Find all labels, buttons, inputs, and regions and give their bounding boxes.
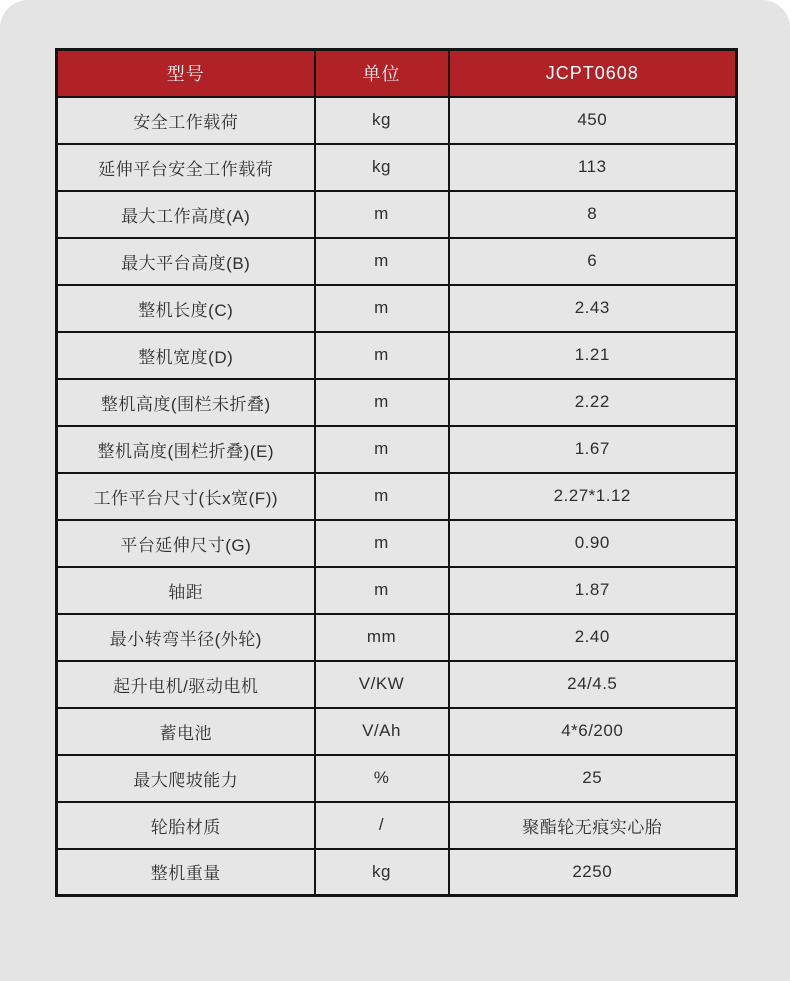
- value-cell: 450: [449, 97, 737, 144]
- param-cell: 整机重量: [57, 849, 315, 896]
- param-cell: 轮胎材质: [57, 802, 315, 849]
- unit-cell: kg: [315, 144, 449, 191]
- table-row: [57, 849, 737, 896]
- value-cell: 1.21: [449, 332, 737, 379]
- spec-table: [55, 48, 738, 897]
- unit-cell: kg: [315, 849, 449, 896]
- spec-table-body: [57, 97, 737, 896]
- table-row: [57, 191, 737, 238]
- unit-cell: V/KW: [315, 661, 449, 708]
- value-cell: 25: [449, 755, 737, 802]
- param-cell: 最大平台高度(B): [57, 238, 315, 285]
- param-cell: 整机长度(C): [57, 285, 315, 332]
- param-cell: 轴距: [57, 567, 315, 614]
- unit-cell: V/Ah: [315, 708, 449, 755]
- value-cell: 2.27*1.12: [449, 473, 737, 520]
- header-row: [57, 50, 737, 97]
- value-cell: 2.40: [449, 614, 737, 661]
- value-cell: 24/4.5: [449, 661, 737, 708]
- param-cell: 延伸平台安全工作载荷: [57, 144, 315, 191]
- table-row: [57, 285, 737, 332]
- table-row: [57, 97, 737, 144]
- table-row: [57, 144, 737, 191]
- value-cell: 8: [449, 191, 737, 238]
- value-cell: 2.43: [449, 285, 737, 332]
- table-row: [57, 238, 737, 285]
- param-cell: 最大工作高度(A): [57, 191, 315, 238]
- unit-cell: /: [315, 802, 449, 849]
- unit-cell: m: [315, 285, 449, 332]
- unit-cell: m: [315, 473, 449, 520]
- value-cell: 4*6/200: [449, 708, 737, 755]
- param-cell: 安全工作载荷: [57, 97, 315, 144]
- value-cell: 0.90: [449, 520, 737, 567]
- table-row: [57, 379, 737, 426]
- unit-cell: m: [315, 238, 449, 285]
- unit-cell: m: [315, 191, 449, 238]
- param-cell: 最大爬坡能力: [57, 755, 315, 802]
- value-cell: 2.22: [449, 379, 737, 426]
- table-row: [57, 755, 737, 802]
- table-row: [57, 802, 737, 849]
- unit-cell: m: [315, 332, 449, 379]
- table-row: [57, 614, 737, 661]
- value-cell: 6: [449, 238, 737, 285]
- column-header-model: 型号: [57, 50, 315, 97]
- value-cell: 2250: [449, 849, 737, 896]
- unit-cell: m: [315, 426, 449, 473]
- table-row: [57, 520, 737, 567]
- unit-cell: m: [315, 520, 449, 567]
- param-cell: 蓄电池: [57, 708, 315, 755]
- param-cell: 平台延伸尺寸(G): [57, 520, 315, 567]
- table-row: [57, 567, 737, 614]
- param-cell: 整机宽度(D): [57, 332, 315, 379]
- column-header-value: JCPT0608: [449, 50, 737, 97]
- table-row: [57, 332, 737, 379]
- value-cell: 聚酯轮无痕实心胎: [449, 802, 737, 849]
- value-cell: 1.67: [449, 426, 737, 473]
- table-row: [57, 426, 737, 473]
- value-cell: 1.87: [449, 567, 737, 614]
- param-cell: 最小转弯半径(外轮): [57, 614, 315, 661]
- table-row: [57, 708, 737, 755]
- unit-cell: kg: [315, 97, 449, 144]
- table-row: [57, 473, 737, 520]
- table-row: [57, 661, 737, 708]
- column-header-unit: 单位: [315, 50, 449, 97]
- value-cell: 113: [449, 144, 737, 191]
- param-cell: 工作平台尺寸(长x宽(F)): [57, 473, 315, 520]
- unit-cell: mm: [315, 614, 449, 661]
- unit-cell: %: [315, 755, 449, 802]
- unit-cell: m: [315, 567, 449, 614]
- unit-cell: m: [315, 379, 449, 426]
- param-cell: 起升电机/驱动电机: [57, 661, 315, 708]
- param-cell: 整机高度(围栏折叠)(E): [57, 426, 315, 473]
- param-cell: 整机高度(围栏未折叠): [57, 379, 315, 426]
